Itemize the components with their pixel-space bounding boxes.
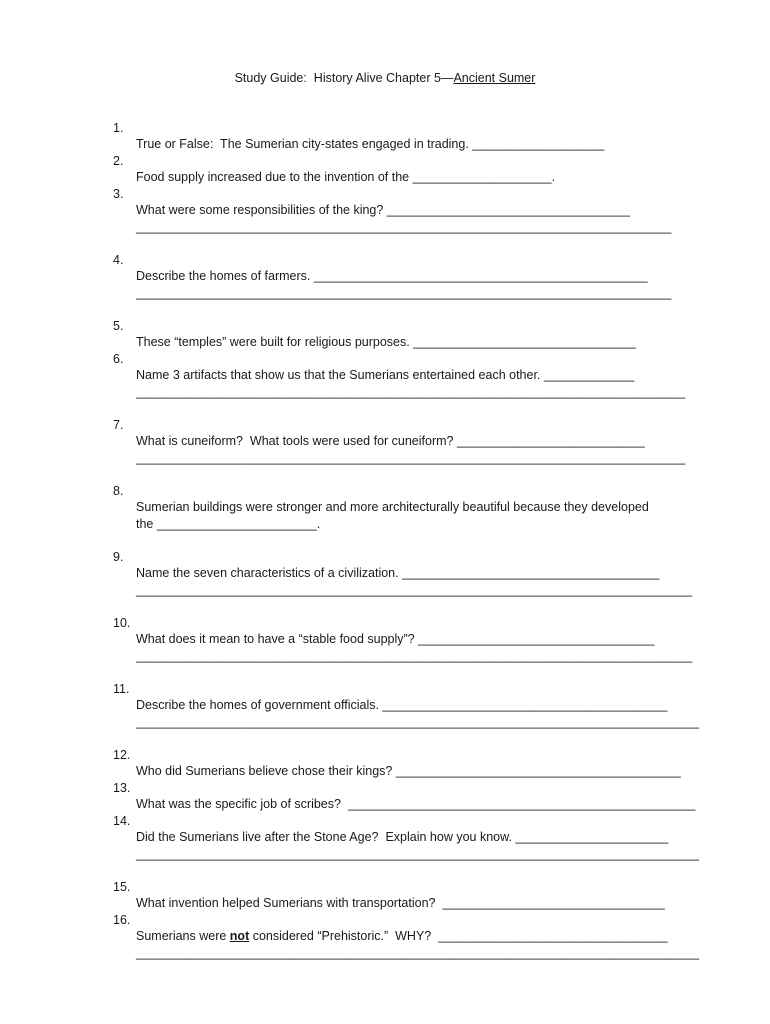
question-number: 8. <box>113 484 124 498</box>
question-text: Name 3 artifacts that show us that the Sumerians entertained each other. _____________ <box>136 368 635 382</box>
question-number: 1. <box>113 121 124 135</box>
question-text: Food supply increased due to the invention of the ____________________. <box>136 170 556 184</box>
answer-blank: ________________________________________________________________________________ <box>136 649 693 663</box>
question-number: 12. <box>113 748 131 762</box>
question-text: Name the seven characteristics of a civilization. _____________________________________ <box>136 566 660 580</box>
title-prefix: Study Guide: History Alive Chapter 5— <box>234 71 454 85</box>
emphasis-not: not <box>229 929 250 943</box>
answer-blank: _____________________________________________________________________________ <box>136 220 672 234</box>
answer-blank: _________________________________________________________________________________ <box>136 847 700 861</box>
question-text: Sumerian buildings were stronger and more architecturally beautiful because they developed <box>136 500 649 514</box>
question-text: What is cuneiform? What tools were used for cuneiform? ___________________________ <box>136 434 645 448</box>
question-text: What was the specific job of scribes? __________________________________________________ <box>136 797 696 811</box>
question-number: 10. <box>113 616 131 630</box>
question-text: Describe the homes of farmers. ________________________________________________ <box>136 269 648 283</box>
question-text: What invention helped Sumerians with transportation? ________________________________ <box>136 896 665 910</box>
question-text-after: considered “Prehistoric.” WHY? _________________________________ <box>249 929 668 943</box>
question-text: What does it mean to have a “stable food supply”? __________________________________ <box>136 632 655 646</box>
question-text: What were some responsibilities of the king? ___________________________________ <box>136 203 631 217</box>
page-title <box>0 71 770 85</box>
answer-blank: _____________________________________________________________________________ <box>136 286 672 300</box>
question-number: 11. <box>113 682 130 696</box>
question-text <box>136 928 668 944</box>
question-number: 15. <box>113 880 131 894</box>
question-text: These “temples” were built for religious purposes. ________________________________ <box>136 335 636 349</box>
question-number: 13. <box>113 781 131 795</box>
answer-blank: _________________________________________________________________________________ <box>136 946 700 960</box>
question-number: 7. <box>113 418 124 432</box>
title-topic: Ancient Sumer <box>453 71 536 85</box>
question-text-before: Sumerians were <box>136 929 230 943</box>
question-text: True or False: The Sumerian city-states engaged in trading. ___________________ <box>136 137 605 151</box>
question-number: 3. <box>113 187 124 201</box>
question-text: Did the Sumerians live after the Stone Age? Explain how you know. ______________________ <box>136 830 669 844</box>
answer-blank: ________________________________________________________________________________ <box>136 583 693 597</box>
answer-blank: _________________________________________________________________________________ <box>136 715 700 729</box>
question-number: 16. <box>113 913 131 927</box>
answer-blank: _______________________________________________________________________________ <box>136 451 686 465</box>
question-number: 4. <box>113 253 124 267</box>
answer-blank: _______________________________________________________________________________ <box>136 385 686 399</box>
question-number: 14. <box>113 814 131 828</box>
question-text: Who did Sumerians believe chose their kings? _________________________________________ <box>136 764 681 778</box>
question-number: 2. <box>113 154 124 168</box>
answer-blank: the _______________________. <box>136 517 321 531</box>
question-text: Describe the homes of government officials. _________________________________________ <box>136 698 668 712</box>
question-number: 9. <box>113 550 124 564</box>
question-number: 5. <box>113 319 124 333</box>
question-number: 6. <box>113 352 124 366</box>
